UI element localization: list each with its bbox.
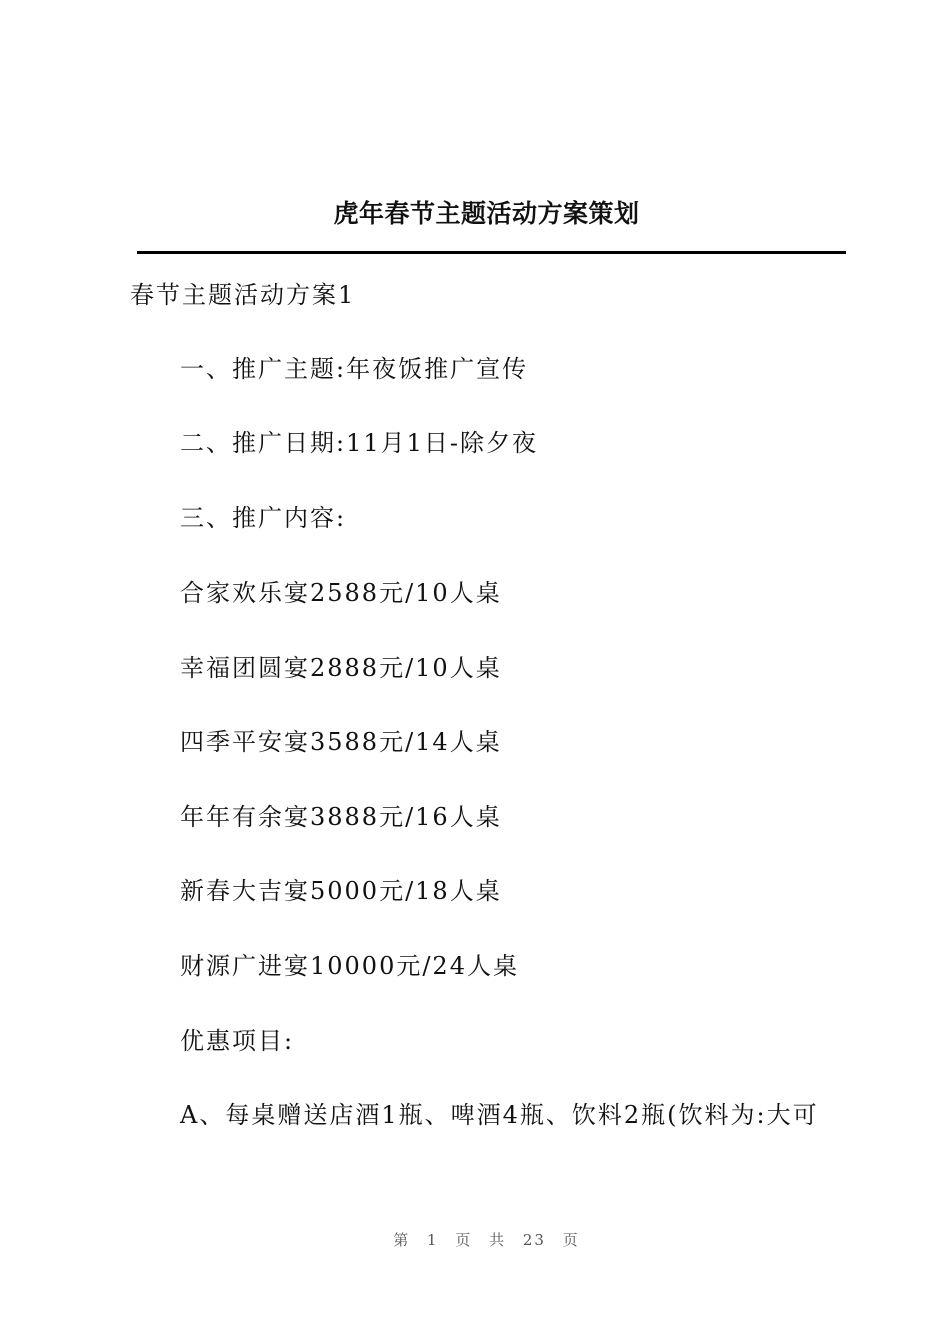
offer-item: A、每桌赠送店酒1瓶、啤酒4瓶、饮料2瓶(饮料为:大可 (180, 1101, 819, 1129)
banquet-line: 合家欢乐宴2588元/10人桌 (180, 579, 502, 607)
banquet-line: 新春大吉宴5000元/18人桌 (180, 877, 502, 905)
banquet-line: 幸福团圆宴2888元/10人桌 (180, 654, 502, 682)
banquet-line: 四季平安宴3588元/14人桌 (180, 728, 502, 756)
section-heading: 春节主题活动方案1 (130, 281, 356, 309)
promo-theme-line: 一、推广主题:年夜饭推广宣传 (180, 355, 529, 383)
page-number-footer: 第 1 页 共 23 页 (393, 1231, 580, 1249)
offers-heading: 优惠项目: (180, 1027, 295, 1055)
banquet-line: 财源广进宴10000元/24人桌 (180, 952, 519, 980)
promo-content-heading: 三、推广内容: (180, 504, 347, 532)
promo-date-line: 二、推广日期:11月1日-除夕夜 (180, 429, 539, 457)
banquet-line: 年年有余宴3888元/16人桌 (180, 803, 502, 831)
document-title: 虎年春节主题活动方案策划 (333, 199, 640, 228)
title-divider (137, 251, 846, 254)
